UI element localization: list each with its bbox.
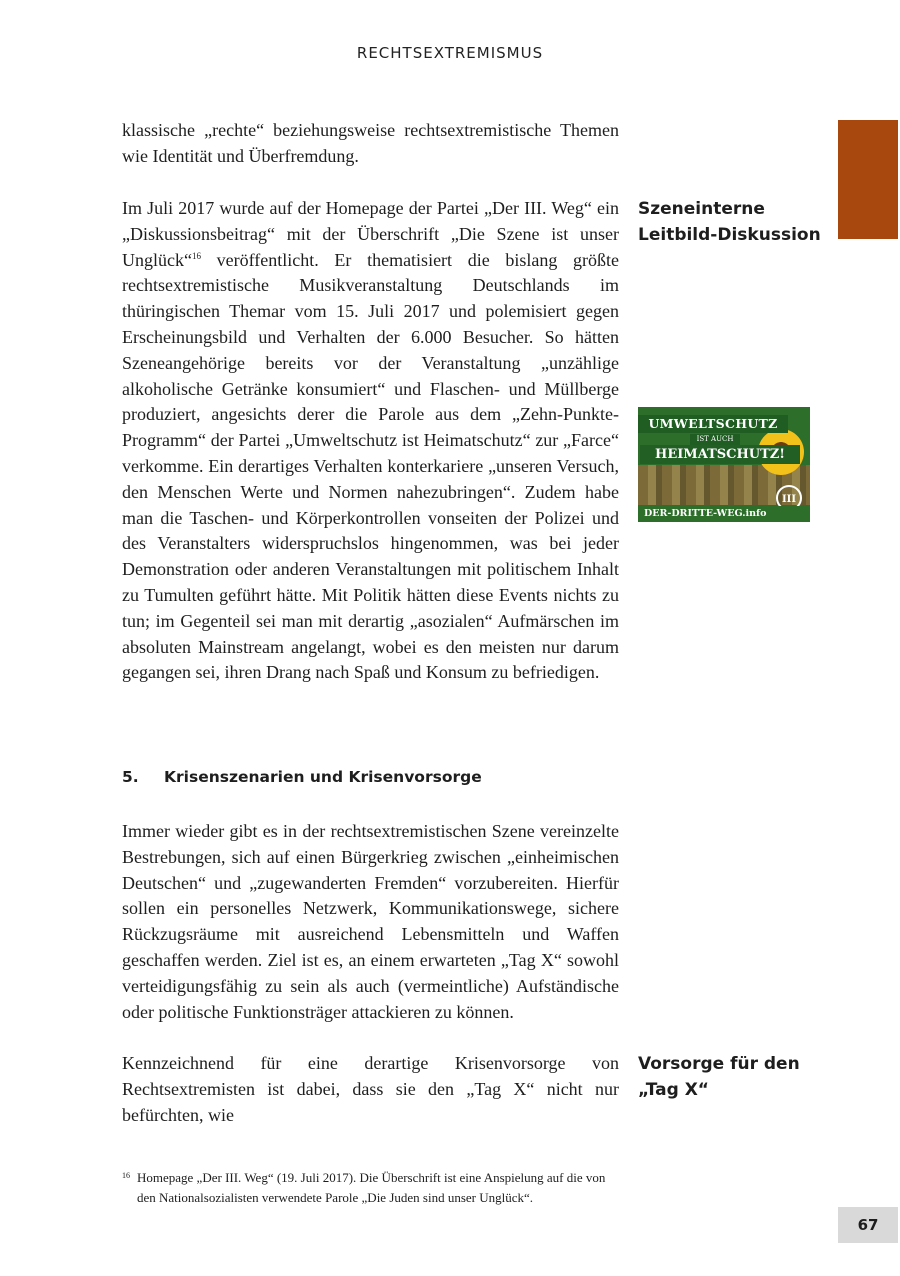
paragraph-4-text: Kennzeichnend für eine derartige Krisenvorsorge von Rechtsextremisten ist dabei, dass sie den „Tag X“ nicht nur befürchten, wie: [122, 1053, 619, 1125]
footnote: [122, 1168, 619, 1207]
footnote-reference[interactable]: 16: [191, 250, 201, 261]
paragraph-2-text: [122, 196, 619, 686]
paragraph-4: [122, 1051, 619, 1128]
running-header: RECHTSEXTREMISMUS: [356, 44, 544, 62]
page-number: 67: [838, 1207, 898, 1243]
paragraph-3: [122, 819, 619, 1025]
poster-website: DER-DRITTE-WEG.info: [638, 506, 810, 522]
paragraph-2-part-1: Im Juli 2017 wurde auf der Homepage der Partei „Der III. Weg“ ein „Diskussionsbeitrag“ mit der Überschrift „Die Szene ist unser Unglück“: [122, 198, 619, 270]
paragraph-2-part-2: veröffentlicht. Er thematisiert die bislang größte rechtsextremistische Musikveranstaltung Deutschlands im thüringischen Themar vom 15. Juli 2017 und polemisiert gegen Erscheinungsbild und Verhalten der 6.000 Besucher. So hätten Szeneangehörige bereits vor der Veranstaltung „unzählige alkoholische Getränke konsumiert“ und Flaschen- und Müllberge produziert, angesichts derer die Parole aus dem „Zehn-Punkte-Programm“ der Partei „Umweltschutz ist Heimatschutz“ zur „Farce“ verkomme. Ein derartiges Verhalten konterkariere „unseren Versuch, den Menschen Werte und Normen nahezubringen“. Zudem habe man die Taschen- und Körperkontrollen vonseiten der Polizei und des Veranstalters widerspruchslos hingenommen, was bei jeder Demonstration oder anderen Veranstaltungen mit politischem Inhalt zu Tumulten geführt hätte. Mit Politik hätten diese Events nichts zu tun; im Gegenteil sei man mit derartig „asozialen“ Aufmärschen im absoluten Mainstream angelangt, wobei es den meisten nur darum gegangen sei, ihren Drang nach Spaß und Konsum zu befriedigen.: [122, 249, 619, 683]
paragraph-2: [122, 196, 619, 686]
margin-note-line: Leitbild-Diskussion: [638, 225, 821, 245]
margin-note-line: „Tag X“: [638, 1080, 709, 1100]
section-number: 5.: [122, 768, 139, 786]
paragraph-1: [122, 118, 619, 170]
paragraph-3-text: Immer wieder gibt es in der rechtsextremistischen Szene vereinzelte Bestrebungen, sich auf einen Bürgerkrieg zwischen „einheimischen Deutschen“ und „zugewanderten Fremden“ vorzubereiten. Hierfür sollen ein personelles Netzwerk, Kommunikationswege, sichere Rückzugsräume mit ausreichend Lebensmitteln und Waffen geschaffen werden. Ziel ist es, an einem erwarteten „Tag X“ sowohl verteidigungsfähig zu sein als auch (vermeintliche) Aufständische oder politische Funktionsträger attackieren zu können.: [122, 821, 619, 1022]
chapter-tab-marker: [838, 120, 898, 239]
poster-headline: UMWELTSCHUTZ: [638, 415, 788, 433]
footnote-text: Homepage „Der III. Weg“ (19. Juli 2017). Die Überschrift ist eine Anspielung auf die von den Nationalsozialisten verwendete Parole „Die Juden sind unser Unglück“.: [137, 1170, 606, 1205]
section-title: Krisenszenarien und Krisenvorsorge: [164, 768, 482, 786]
umweltschutz-poster-image: [638, 407, 810, 522]
poster-subline: IST AUCH: [690, 434, 740, 445]
poster-slogan: HEIMATSCHUTZ!: [640, 445, 800, 464]
margin-note-line: Vorsorge für den: [638, 1054, 800, 1074]
margin-note-line: Szeneinterne: [638, 199, 765, 219]
section-heading: [122, 768, 482, 786]
paragraph-1-text: klassische „rechte“ beziehungsweise rechtsextremistische Themen wie Identität und Überfremdung.: [122, 120, 619, 166]
footnote-number: 16: [122, 1171, 130, 1180]
margin-note-leitbild: [638, 196, 838, 248]
margin-note-tag-x: [638, 1051, 838, 1103]
party-seal-icon: III: [776, 485, 802, 511]
